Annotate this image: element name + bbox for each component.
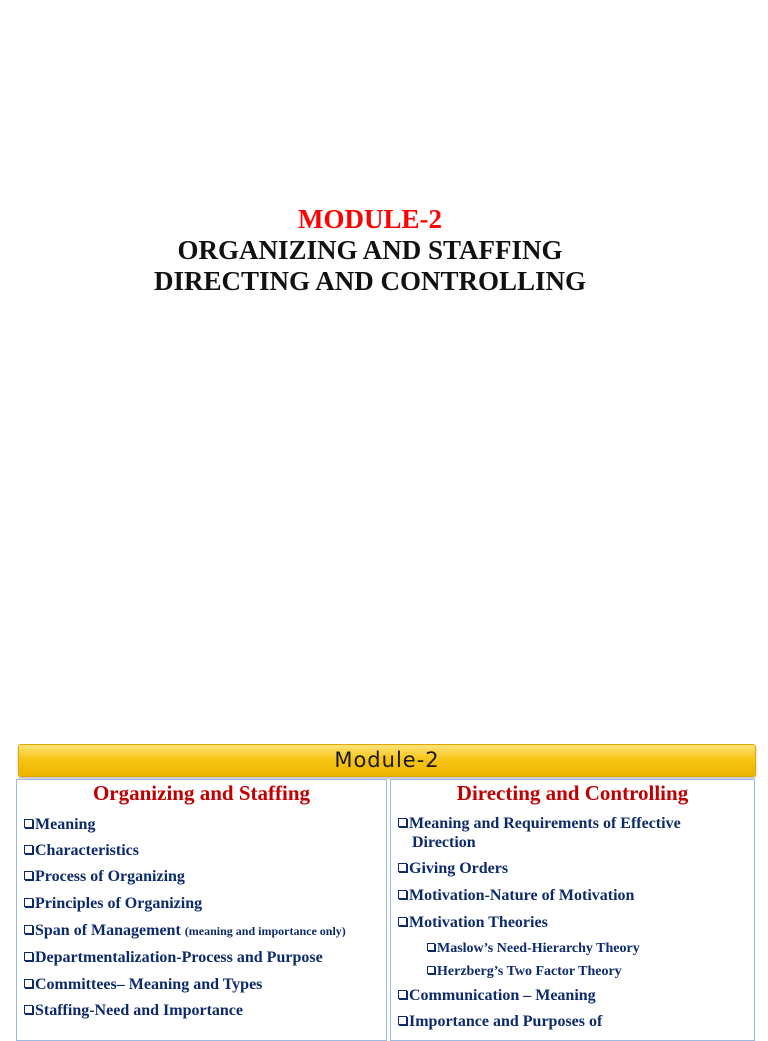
checkbox-bullet-icon bbox=[398, 890, 407, 899]
list-item: Motivation-Nature of Motivation bbox=[398, 886, 634, 905]
list-item: Giving Orders bbox=[398, 859, 508, 878]
title-line-1: ORGANIZING AND STAFFING bbox=[177, 235, 563, 265]
list-item: Principles of Organizing bbox=[24, 894, 202, 913]
checkbox-bullet-icon bbox=[24, 871, 33, 880]
checkbox-bullet-icon bbox=[24, 898, 33, 907]
span-note: (meaning and importance only) bbox=[184, 924, 346, 938]
list-item: Importance and Purposes of bbox=[398, 1012, 602, 1031]
checkbox-bullet-icon bbox=[427, 943, 435, 951]
module-banner: Module-2 bbox=[18, 744, 756, 777]
checkbox-bullet-icon bbox=[24, 925, 33, 934]
list-item: Departmentalization-Process and Purpose bbox=[24, 948, 323, 967]
list-item-continuation: Direction bbox=[412, 834, 476, 851]
list-item: Committees– Meaning and Types bbox=[24, 975, 262, 994]
sub-list-item: Herzberg’s Two Factor Theory bbox=[427, 962, 622, 981]
checkbox-bullet-icon bbox=[398, 863, 407, 872]
sub-list-item: Maslow’s Need-Hierarchy Theory bbox=[427, 939, 640, 958]
checkbox-bullet-icon bbox=[24, 845, 33, 854]
checkbox-bullet-icon bbox=[427, 966, 435, 974]
checkbox-bullet-icon bbox=[398, 818, 407, 827]
list-item: Communication – Meaning bbox=[398, 986, 596, 1005]
checkbox-bullet-icon bbox=[24, 979, 33, 988]
list-item: Meaning and Requirements of Effective Direction bbox=[398, 814, 681, 852]
list-item: Characteristics bbox=[24, 841, 139, 860]
checkbox-bullet-icon bbox=[24, 819, 33, 828]
checkbox-bullet-icon bbox=[398, 990, 407, 999]
left-panel bbox=[16, 779, 387, 1041]
title-line-2: DIRECTING AND CONTROLLING bbox=[153, 266, 587, 296]
checkbox-bullet-icon bbox=[398, 917, 407, 926]
right-panel bbox=[390, 779, 755, 1041]
checkbox-bullet-icon bbox=[24, 952, 33, 961]
right-panel-title: Directing and Controlling bbox=[456, 781, 689, 805]
list-item: Process of Organizing bbox=[24, 867, 185, 886]
list-item: Motivation Theories bbox=[398, 913, 548, 932]
list-item: Meaning bbox=[24, 815, 95, 834]
checkbox-bullet-icon bbox=[24, 1005, 33, 1014]
list-item: Staffing-Need and Importance bbox=[24, 1001, 243, 1020]
list-item: Span of Management (meaning and importance only) bbox=[24, 921, 346, 941]
title-block bbox=[0, 203, 740, 297]
module-title: MODULE-2 bbox=[298, 204, 442, 234]
left-panel-title: Organizing and Staffing bbox=[92, 781, 311, 805]
